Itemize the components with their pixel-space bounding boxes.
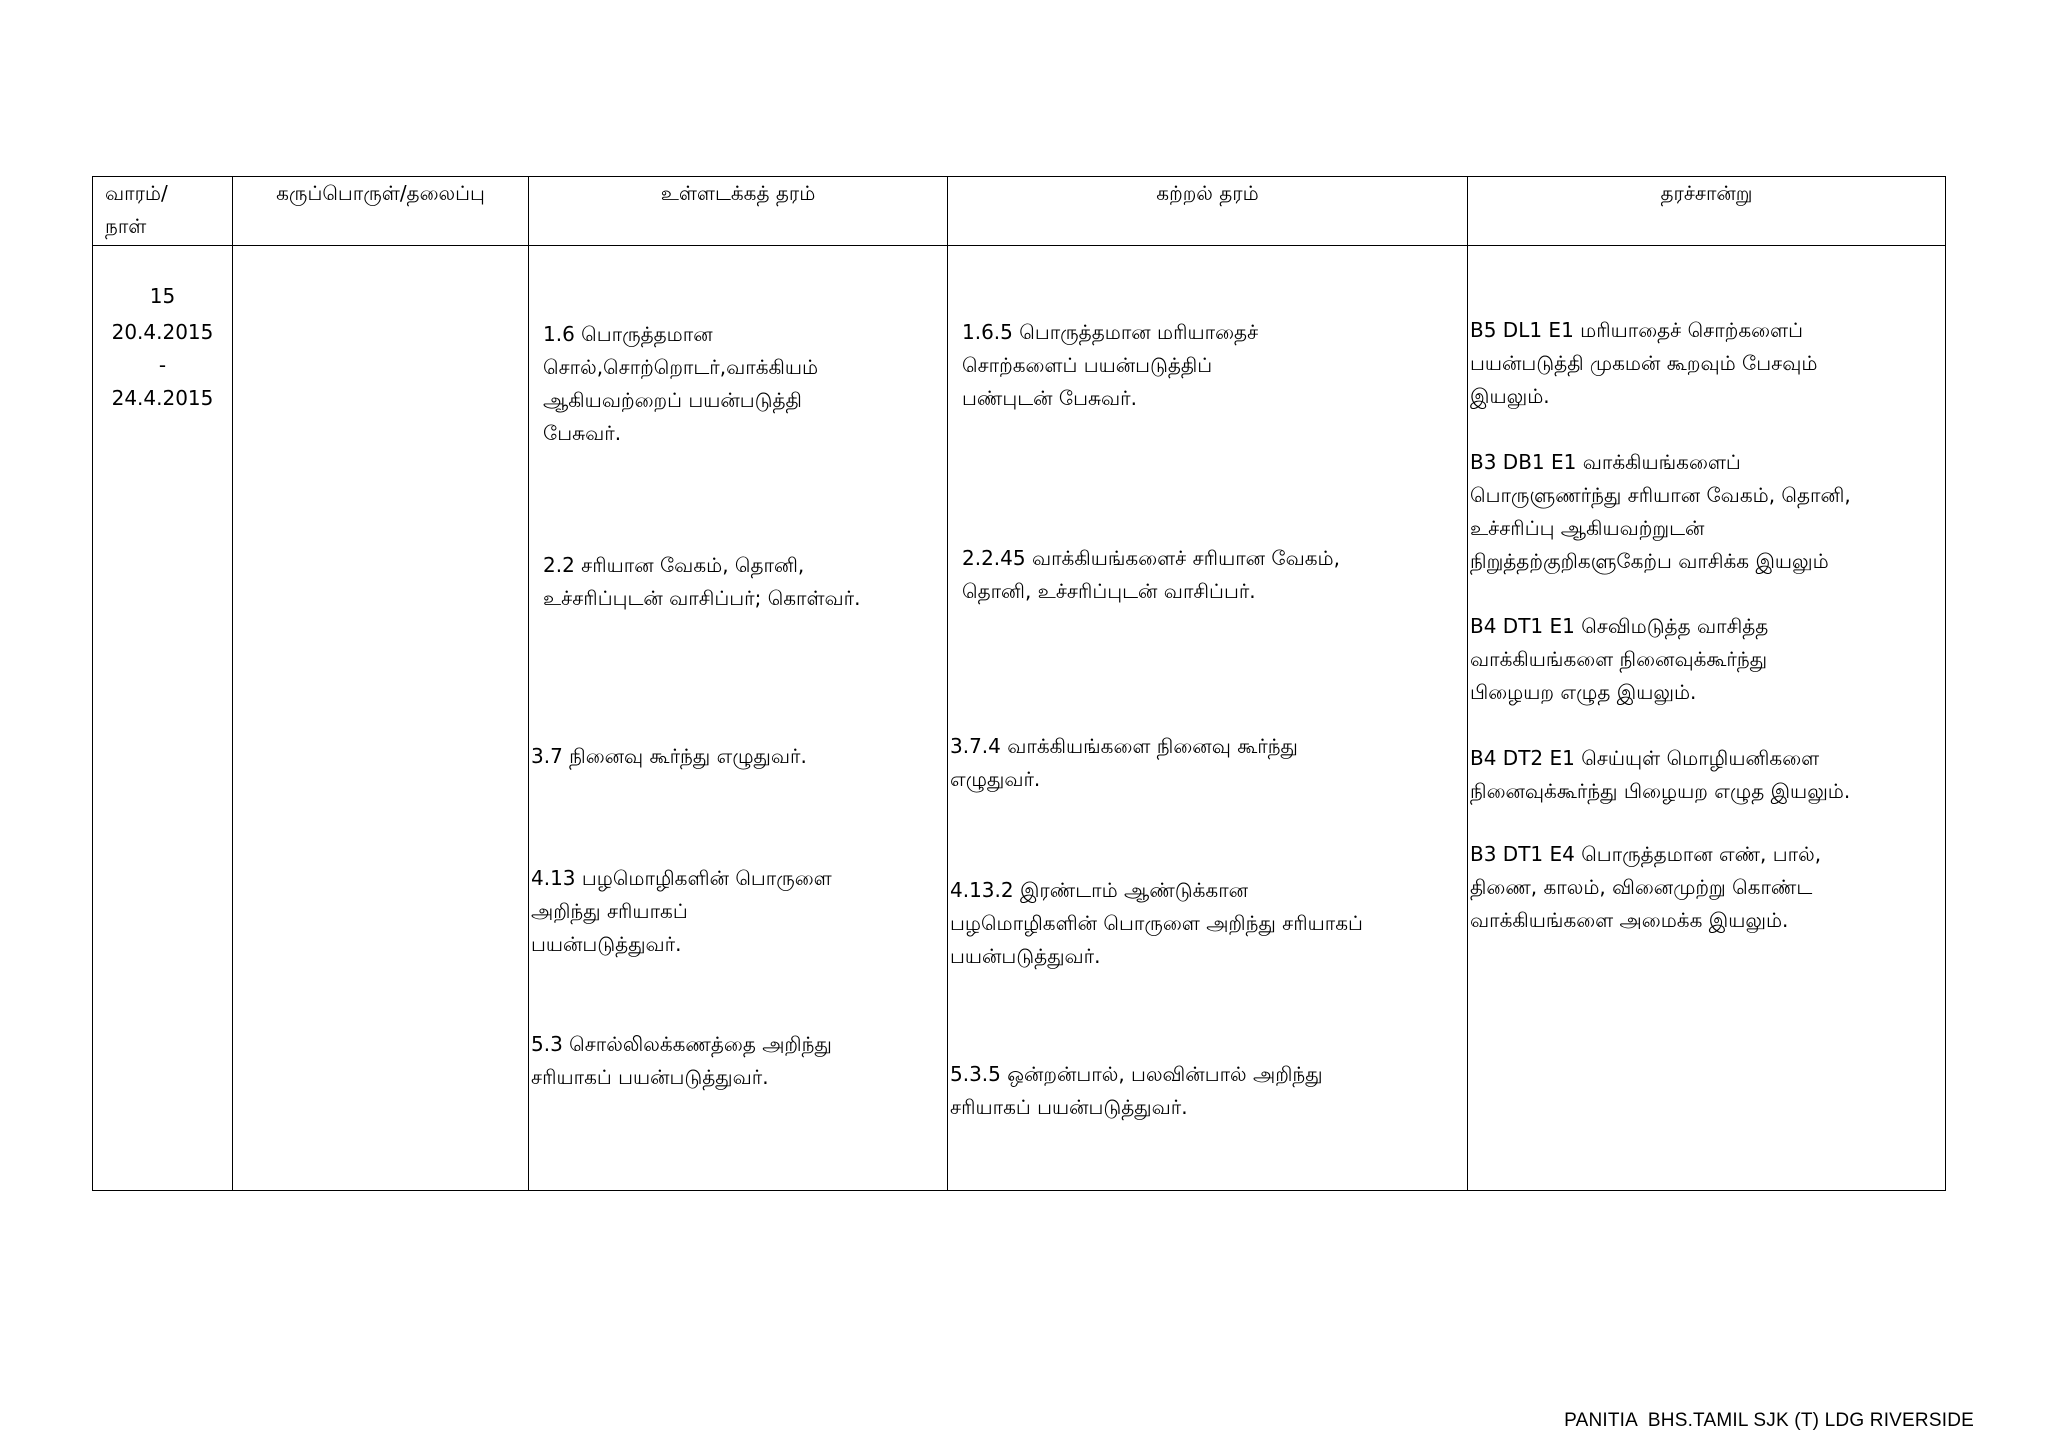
text-line: எழுதுவர். (950, 767, 1041, 791)
performance-standard-item (1470, 610, 1941, 709)
text-line: பயன்படுத்தி முகமன் கூறவும் பேசவும் (1470, 351, 1818, 375)
performance-standard-cell (1468, 246, 1946, 1191)
header-day-label: நாள் (105, 214, 147, 238)
performance-standard-item (1470, 314, 1941, 413)
learning-standard-item (950, 874, 1463, 973)
text-line: பண்புடன் பேசுவர். (962, 386, 1137, 410)
learning-standard-cell (948, 246, 1468, 1191)
week-cell (93, 246, 233, 1191)
text-line: 2.2 சரியான வேகம், தொனி, (543, 553, 805, 577)
text-line: சரியாகப் பயன்படுத்துவர். (531, 1065, 769, 1089)
header-content-standard: உள்ளடக்கத் தரம் (529, 177, 948, 246)
text-line: இயலும். (1470, 384, 1550, 408)
text-line: தொனி, உச்சரிப்புடன் வாசிப்பர். (962, 579, 1256, 603)
performance-standard-item (1470, 838, 1941, 937)
text-line: வாக்கியங்களை நினைவுக்கூர்ந்து (1470, 647, 1768, 671)
content-standard-item (543, 318, 943, 450)
learning-standard-item (950, 730, 1463, 796)
text-line: சரியாகப் பயன்படுத்துவர். (950, 1095, 1188, 1119)
content-standard-item (531, 740, 943, 773)
header-learning-standard: கற்றல் தரம் (948, 177, 1468, 246)
week-number: 15 (149, 284, 176, 308)
text-line: 5.3.5 ஒன்றன்பால், பலவின்பால் அறிந்து (950, 1062, 1323, 1086)
text-line: B3 DB1 E1 வாக்கியங்களைப் (1470, 450, 1741, 474)
content-standard-item (531, 1028, 943, 1094)
content-standard-item (543, 549, 943, 615)
learning-standard-item (950, 1058, 1463, 1124)
text-line: பொருளுணர்ந்து சரியான வேகம், தொனி, (1470, 483, 1851, 507)
text-line: உச்சரிப்பு ஆகியவற்றுடன் (1470, 516, 1705, 540)
text-line: 5.3 சொல்லிலக்கணத்தை அறிந்து (531, 1032, 832, 1056)
body-row (93, 246, 1946, 1191)
performance-standard-item (1470, 742, 1941, 808)
header-performance-standard: தரச்சான்று (1468, 177, 1946, 246)
header-row (93, 177, 1946, 246)
text-line: வாக்கியங்களை அமைக்க இயலும். (1470, 908, 1789, 932)
text-line: B4 DT2 E1 செய்யுள் மொழியனிகளை (1470, 746, 1820, 770)
page-footer: PANITIA BHS.TAMIL SJK (T) LDG RIVERSIDE (1564, 1410, 1974, 1431)
text-line: 3.7 நினைவு கூர்ந்து எழுதுவர். (531, 744, 807, 768)
text-line: பயன்படுத்துவர். (950, 944, 1101, 968)
text-line: B3 DT1 E4 பொருத்தமான எண், பால், (1470, 842, 1822, 866)
text-line: நிறுத்தற்குறிகளுகேற்ப வாசிக்க இயலும் (1470, 549, 1829, 573)
text-line: B5 DL1 E1 மரியாதைச் சொற்களைப் (1470, 318, 1803, 342)
text-line: 2.2.45 வாக்கியங்களைச் சரியான வேகம், (962, 546, 1341, 570)
text-line: 4.13 பழமொழிகளின் பொருளை (531, 866, 832, 890)
lesson-plan-table (92, 176, 1946, 1191)
week-date-separator: - (158, 353, 167, 377)
text-line: திணை, காலம், வினைமுற்று கொண்ட (1470, 875, 1813, 899)
text-line: 1.6 பொருத்தமான (543, 322, 713, 346)
text-line: சொல்,சொற்றொடர்,வாக்கியம் (543, 355, 819, 379)
text-line: B4 DT1 E1 செவிமடுத்த வாசித்த (1470, 614, 1769, 638)
learning-standard-item (962, 316, 1463, 415)
week-end-date: 24.4.2015 (111, 386, 214, 410)
text-line: ஆகியவற்றைப் பயன்படுத்தி (543, 388, 802, 412)
text-line: பயன்படுத்துவர். (531, 932, 682, 956)
header-week-day (93, 177, 233, 246)
theme-cell (233, 246, 529, 1191)
header-week-label: வாரம்/ (105, 181, 168, 205)
content-standard-cell (529, 246, 948, 1191)
text-line: 1.6.5 பொருத்தமான மரியாதைச் (962, 320, 1259, 344)
performance-standard-item (1470, 446, 1941, 578)
text-line: சொற்களைப் பயன்படுத்திப் (962, 353, 1213, 377)
week-start-date: 20.4.2015 (111, 320, 214, 344)
text-line: நினைவுக்கூர்ந்து பிழையற எழுத இயலும். (1470, 779, 1851, 803)
text-line: பேசுவர். (543, 421, 622, 445)
text-line: 4.13.2 இரண்டாம் ஆண்டுக்கான (950, 878, 1249, 902)
text-line: 3.7.4 வாக்கியங்களை நினைவு கூர்ந்து (950, 734, 1298, 758)
content-standard-item (531, 862, 943, 961)
text-line: பழமொழிகளின் பொருளை அறிந்து சரியாகப் (950, 911, 1363, 935)
header-theme: கருப்பொருள்/தலைப்பு (233, 177, 529, 246)
text-line: அறிந்து சரியாகப் (531, 899, 688, 923)
learning-standard-item (962, 542, 1463, 608)
text-line: பிழையற எழுத இயலும். (1470, 680, 1697, 704)
text-line: உச்சரிப்புடன் வாசிப்பர்; கொள்வர். (543, 586, 861, 610)
